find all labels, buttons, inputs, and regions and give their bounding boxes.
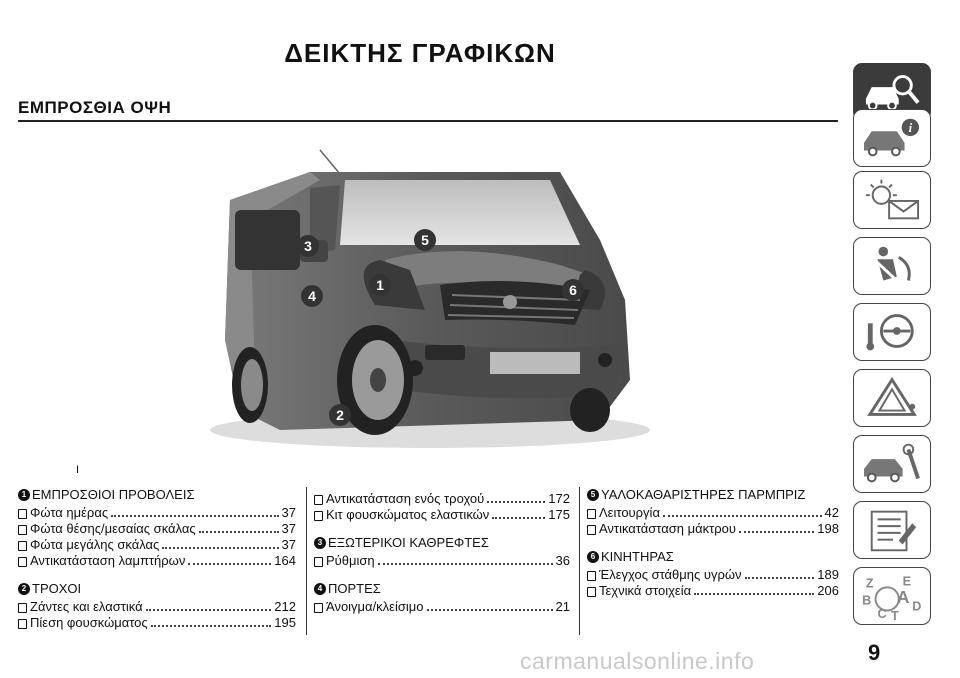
- group-engine: [587, 549, 839, 599]
- number-badge: 1: [18, 489, 30, 501]
- svg-text:Z: Z: [865, 576, 874, 591]
- van-front-illustration: [160, 140, 660, 460]
- tab-technical-data[interactable]: [853, 501, 931, 559]
- svg-text:i: i: [908, 121, 913, 136]
- car-info-icon: [854, 110, 930, 166]
- safety-icon: [854, 238, 930, 294]
- column-divider: [306, 487, 307, 635]
- figure-marker: I: [76, 464, 80, 476]
- section-heading: ΕΜΠΡΟΣΘΙΑ ΟΨΗ: [18, 98, 172, 117]
- index-entry[interactable]: Φώτα ημέρας 37: [18, 505, 296, 521]
- watermark: carmanualsonline.info: [520, 648, 755, 674]
- alphabetical-index-icon: [854, 568, 930, 624]
- svg-text:D: D: [912, 599, 922, 614]
- book-icon: [314, 603, 323, 613]
- index-entry[interactable]: Φώτα θέσης/μεσαίας σκάλας 37: [18, 521, 296, 537]
- index-column-3: [587, 487, 839, 611]
- index-column-2: [314, 491, 570, 627]
- book-icon: [314, 511, 323, 521]
- section-rule: [18, 120, 838, 122]
- callout-6: 6: [569, 282, 577, 298]
- group-title: ΕΜΠΡΟΣΘΙΟΙ ΠΡΟΒΟΛΕΙΣ: [32, 487, 195, 502]
- warning-lights-icon: [854, 172, 930, 228]
- callout-2: 2: [336, 407, 344, 423]
- index-entry[interactable]: Αντικατάσταση ενός τροχού 172: [314, 491, 570, 507]
- page-title: ΔΕΙΚΤΗΣ ΓΡΑΦΙΚΩΝ: [284, 38, 556, 68]
- emergency-icon: [854, 370, 930, 426]
- book-icon: [587, 587, 596, 597]
- group-title: ΕΞΩΤΕΡΙΚΟΙ ΚΑΘΡΕΦΤΕΣ: [328, 535, 489, 550]
- callout-3: 3: [304, 238, 312, 254]
- svg-text:T: T: [891, 609, 899, 624]
- book-icon: [18, 509, 27, 519]
- group-mirrors: [314, 535, 570, 569]
- index-entry[interactable]: Αντικατάσταση λαμπτήρων 164: [18, 553, 296, 569]
- starting-driving-icon: [854, 304, 930, 360]
- tab-alphabetical-index[interactable]: [853, 567, 931, 625]
- tab-car-information[interactable]: [853, 109, 931, 167]
- index-entry[interactable]: Πίεση φουσκώματος 195: [18, 615, 296, 631]
- index-entry[interactable]: Ρύθμιση 36: [314, 553, 570, 569]
- group-title: ΥΑΛΟΚΑΘΑΡΙΣΤΗΡΕΣ ΠΑΡΜΠΡΙΖ: [601, 487, 806, 502]
- svg-text:A: A: [896, 586, 910, 607]
- page-number: 9: [868, 640, 881, 665]
- number-badge: 5: [587, 489, 599, 501]
- book-icon: [314, 495, 323, 505]
- index-entry[interactable]: Αντικατάσταση μάκτρου 198: [587, 521, 839, 537]
- tab-maintenance[interactable]: [853, 435, 931, 493]
- index-entry[interactable]: Ζάντες και ελαστικά 212: [18, 599, 296, 615]
- group-title: ΠΟΡΤΕΣ: [328, 581, 381, 596]
- book-icon: [18, 541, 27, 551]
- tab-emergency[interactable]: [853, 369, 931, 427]
- index-column-1: [18, 487, 296, 643]
- callout-1: 1: [376, 277, 384, 293]
- group-wheels-continued: [314, 491, 570, 523]
- book-icon: [587, 525, 596, 535]
- tab-safety[interactable]: [853, 237, 931, 295]
- index-entry[interactable]: Τεχνικά στοιχεία 206: [587, 583, 839, 599]
- tab-warning-lights[interactable]: [853, 171, 931, 229]
- number-badge: 3: [314, 537, 326, 549]
- index-entry[interactable]: Κιτ φουσκώματος ελαστικών 175: [314, 507, 570, 523]
- group-front-lights: [18, 487, 296, 569]
- book-icon: [18, 619, 27, 629]
- tab-starting-driving[interactable]: [853, 303, 931, 361]
- svg-text:E: E: [902, 574, 911, 589]
- group-title: ΤΡΟΧΟΙ: [32, 581, 82, 596]
- index-entry[interactable]: Άνοιγμα/κλείσιμο 21: [314, 599, 570, 615]
- number-badge: 2: [18, 583, 30, 595]
- index-entry[interactable]: Λειτουργία 42: [587, 505, 839, 521]
- book-icon: [314, 557, 323, 567]
- book-icon: [587, 571, 596, 581]
- number-badge: 6: [587, 551, 599, 563]
- svg-text:B: B: [862, 593, 872, 608]
- callout-4: 4: [308, 288, 316, 304]
- group-wipers: [587, 487, 839, 537]
- column-divider: [579, 487, 580, 635]
- index-entry[interactable]: Φώτα μεγάλης σκάλας 37: [18, 537, 296, 553]
- group-title: ΚΙΝΗΤΗΡΑΣ: [601, 549, 674, 564]
- maintenance-icon: [854, 436, 930, 492]
- book-icon: [18, 603, 27, 613]
- group-doors: [314, 581, 570, 615]
- book-icon: [18, 557, 27, 567]
- book-icon: [587, 509, 596, 519]
- group-wheels: [18, 581, 296, 631]
- callout-5: 5: [421, 232, 429, 248]
- number-badge: 4: [314, 583, 326, 595]
- book-icon: [18, 525, 27, 535]
- index-entry[interactable]: Έλεγχος στάθμης υγρών 189: [587, 567, 839, 583]
- svg-text:C: C: [877, 607, 887, 622]
- technical-data-icon: [854, 502, 930, 558]
